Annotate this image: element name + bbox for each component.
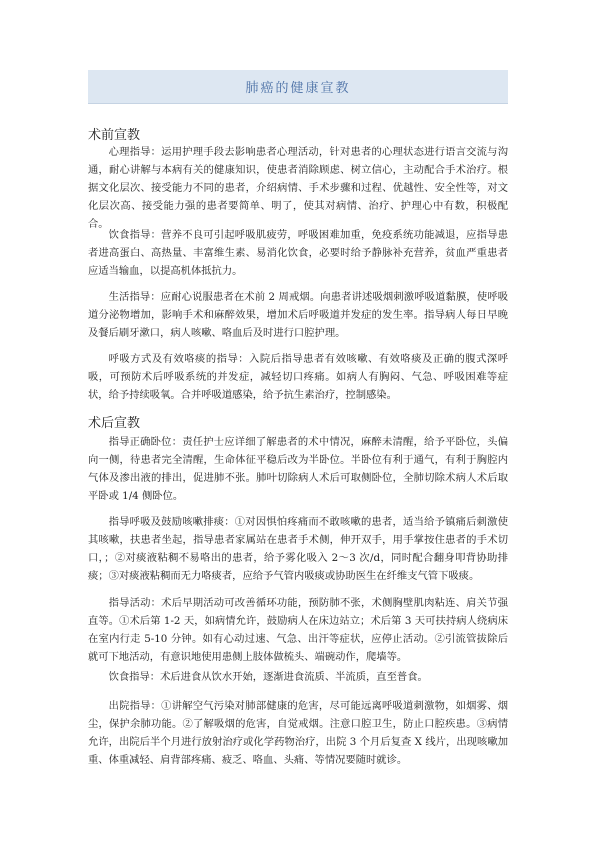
preop-diet-paragraph: 饮食指导：营养不良可引起呼吸肌疲劳，呼吸困难加重，免疫系统功能减退，应指导患者进高蛋白、高热量、丰富维生素、易消化饮食，必要时给予静脉补充营养，贫血严重患者应适当输血，以提高机体抵抗力。 — [88, 229, 508, 277]
postop-discharge-paragraph: 出院指导：①讲解空气污染对肺部健康的危害，尽可能远离呼吸道刺激物，如烟雾、烟尘，保护余肺功能。②了解吸烟的危害，自觉戒烟。注意口腔卫生，防止口腔疾患。③病情允许，出院后半个月进行放射治疗或化学药物治疗，出院 3 个月后复查 X 线片，出现咳嗽加重、体重减轻、肩背部疼痛、疲乏、咯血、头痛、等情况要随时就诊。 — [88, 700, 508, 766]
postop-cough-paragraph: 指导呼吸及鼓励咳嗽排痰：①对因惧怕疼痛而不敢咳嗽的患者，适当给予镇痛后刺激使其咳嗽，扶患者坐起，指导患者家属站在患者手术侧，伸开双手，用手掌按住患者的手术切口，；②对痰液粘稠不易咯出的患者，给予雾化吸入 2～3 次/d，同时配合翻身叩背协助排痰；③对痰液粘稠而无力咯痰者，应给予气管内吸痰或协助医生在纤维支气管下吸痰。 — [88, 516, 508, 582]
postop-position-paragraph: 指导正确卧位：责任护士应详细了解患者的术中情况，麻醉未清醒，给予平卧位，头偏向一侧，待患者完全清醒，生命体征平稳后改为半卧位。半卧位有利于通气，有利于胸腔内气体及渗出液的排出，促进肺不张。肺叶切除病人术后可取侧卧位，全肺切除术病人术后取平卧或 1/4 侧卧位。 — [88, 436, 508, 502]
postop-heading: 术后宣教 — [88, 416, 141, 431]
preop-heading: 术前宣教 — [88, 128, 141, 143]
title-banner — [88, 70, 508, 104]
preop-psych-paragraph: 心理指导：运用护理手段去影响患者心理活动，针对患者的心理状态进行语言交流与沟通，耐心讲解与本病有关的健康知识，使患者消除顾虑、树立信心，主动配合手术治疗。根据文化层次、接受能力不同的患者，介绍病情、手术步骤和过程、优越性、安全性等，对文化层次高、接受能力强的患者要简单、明了，使其对病情、治疗、护理心中有数，积极配合。 — [88, 146, 508, 230]
preop-breath-paragraph: 呼吸方式及有效咯痰的指导：入院后指导患者有效咳嗽、有效咯痰及正确的腹式深呼吸，可预防术后呼吸系统的并发症，减轻切口疼痛。如病人有胸闷、气急、呼吸困难等症状，给予持续吸氧。合并呼吸道感染，给予抗生素治疗，控制感染。 — [88, 353, 508, 401]
postop-diet-paragraph: 饮食指导：术后进食从饮水开始，逐渐进食流质、半流质，直至普食。 — [108, 671, 428, 683]
preop-life-paragraph: 生活指导：应耐心说服患者在术前 2 周戒烟。向患者讲述吸烟刺激呼吸道黏膜，使呼吸道分泌物增加，影响手术和麻醉效果，增加术后呼吸道并发症的发生率。指导病人每日早晚及餐后刷牙漱口，病人咳嗽、咯血后及时进行口腔护理。 — [88, 291, 508, 339]
document-title: 肺癌的健康宣教 — [245, 81, 351, 96]
postop-activity-paragraph: 指导活动：术后早期活动可改善循环功能，预防肺不张，术侧胸壁肌肉粘连、肩关节强直等。①术后第 1-2 天，如病情允许，鼓励病人在床边站立；术后第 3 天可扶持病人绕病床在室内行走 5-10 分钟。如有心动过速、气急、出汗等症状，应停止活动。②引流管拔除后就可下地活动，有意识地使用患侧上肢体做梳头、端碗动作，爬墙等。 — [88, 597, 508, 663]
